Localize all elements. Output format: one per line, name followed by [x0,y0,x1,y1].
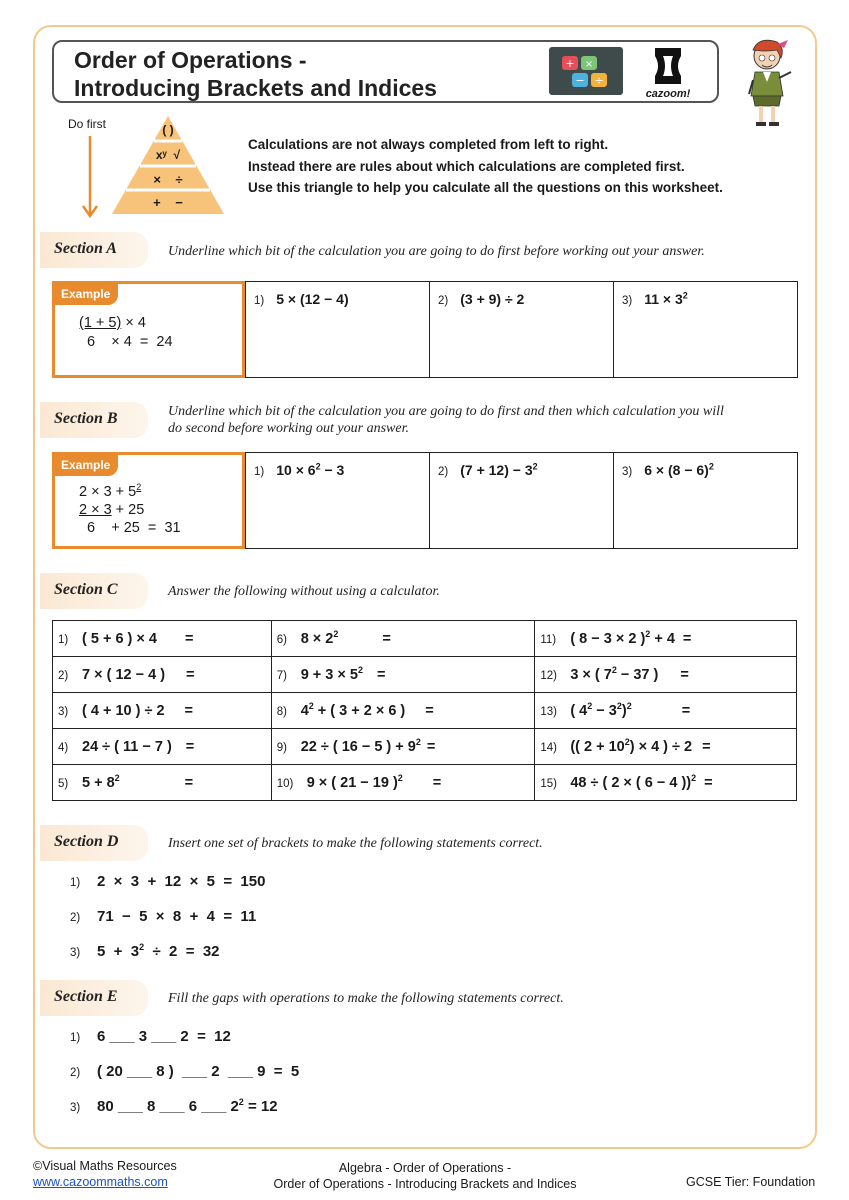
section-e-tab: Section E [40,980,148,1016]
svg-text:÷: ÷ [594,74,604,87]
section-a-grid [52,281,798,378]
example-badge: Example [55,284,118,305]
section-b-question-3[interactable]: 3) $6 \times (8 - 6)^2$ [613,453,797,548]
section-a-question-3[interactable]: 3) $11 \times 3^2$ [613,282,797,377]
section-a-tab: Section A [40,232,148,268]
table-row [53,765,797,801]
footer-tier: GCSE Tier: Foundation [686,1175,816,1189]
section-c-question-11[interactable]: 11) ( 8 − 3 × 2 )$^2$ + 4 = [535,621,797,657]
section-e-list [70,1028,299,1133]
intro-text: Calculations are not always completed from left to right. Instead there are rules about which calculations are completed first. Use this triangle to help you calculate all the questions on this worksheet. [248,137,723,195]
section-c-question-1[interactable]: 1) ( 5 + 6 ) × 4 = [53,621,272,657]
section-d-question-1[interactable]: 1) 2 × 3 + 12 × 5 = 150 [70,873,266,890]
section-c-question-10[interactable]: 10) 9 × ( 21 − 19 )$^2$ = [271,765,535,801]
section-b-question-1[interactable]: 1) $10 \times 6^2 - 3$ [245,453,429,548]
page-title: Order of Operations - Introducing Brackets and Indices [74,47,437,101]
table-row [53,621,797,657]
svg-text:×: × [584,59,594,70]
section-b-question-2[interactable]: 2) $(7 + 12) - 3^2$ [429,453,613,548]
logo-mark-icon [637,46,699,86]
section-d-instruction: Insert one set of brackets to make the following statements correct. [168,836,543,851]
section-c-question-3[interactable]: 3) ( 4 + 10 ) ÷ 2 = [53,693,272,729]
cazoom-logo: cazoom! [637,46,699,100]
website-link[interactable]: www.cazoommaths.com [33,1175,168,1189]
section-c-tab: Section C [40,573,148,609]
order-triangle [110,114,226,216]
section-c-question-8[interactable]: 8) $4^2$ + ( 3 + 2 × 6 ) = [271,693,535,729]
section-e-question-3[interactable]: 3) 80 ___ 8 ___ 6 ___ $2^2 = 12$ [70,1097,278,1115]
section-c-question-9[interactable]: 9) 22 ÷ ( 16 − 5 ) + $9^2$ = [271,729,535,765]
footer-center: Algebra - Order of Operations - Order of Operations - Introducing Brackets and Indices [273,1161,577,1191]
table-row [53,693,797,729]
section-e-instruction: Fill the gaps with operations to make the following statements correct. [168,991,564,1006]
section-b-example: Example $2 \times 3 + 5^2$ 2 × 3 + 25 6 + 25 = 31 [52,452,245,549]
calculator-icon [548,46,624,96]
section-e-question-1[interactable]: 1) 6 ___ 3 ___ 2 = 12 [70,1028,231,1045]
section-a-instruction: Underline which bit of the calculation you are going to do first before working out your answer. [168,244,705,259]
svg-text:+: + [565,57,575,70]
section-d-question-2[interactable]: 2) 71 − 5 × 8 + 4 = 11 [70,908,257,925]
section-a-question-2[interactable]: 2) (3 + 9) ÷ 2 [429,282,613,377]
section-c-question-5[interactable]: 5) $5 + 8^2$ = [53,765,272,801]
table-row [53,729,797,765]
section-c-question-4[interactable]: 4) 24 ÷ ( 11 − 7 ) = [53,729,272,765]
section-c-question-15[interactable]: 15) 48 ÷ ( 2 × ( 6 − 4 ))$^2$ = [535,765,797,801]
footer-left: ©Visual Maths Resources www.cazoommaths.com [33,1159,177,1189]
section-a-example: Example (1 + 5) × 4 6 × 4 = 24 [52,281,245,378]
do-first-label: Do first [68,117,107,131]
section-c-question-7[interactable]: 7) $9 + 3 \times 5^2$ = [271,657,535,693]
example-badge: Example [55,455,118,476]
down-arrow-icon [82,136,98,218]
section-c-instruction: Answer the following without using a calculator. [168,584,440,599]
section-b-tab: Section B [40,402,148,438]
svg-text:−: − [575,74,585,87]
section-c-question-2[interactable]: 2) 7 × ( 12 − 4 ) = [53,657,272,693]
section-c-question-12[interactable]: 12) 3 × ( $7^2 - 37$ ) = [535,657,797,693]
section-b-grid [52,452,798,549]
section-c-question-6[interactable]: 6) $8 \times 2^2$ = [271,621,535,657]
section-c-table [52,620,797,801]
teacher-character-icon [745,36,795,128]
section-a-question-1[interactable]: 1) 5 × (12 − 4) [245,282,429,377]
section-d-tab: Section D [40,825,148,861]
section-d-question-3[interactable]: 3) $5 + 3^2 \div 2 = 32$ [70,942,220,960]
table-row [53,657,797,693]
triangle-level-brackets: ( ) [162,123,174,137]
triangle-level-multiply-divide: × ÷ [153,172,183,187]
section-c-question-14[interactable]: 14) (( $2 + 10^2) \times 4$ ) ÷ 2 = [535,729,797,765]
section-e-question-2[interactable]: 2) ( 20 ___ 8 ) ___ 2 ___ 9 = 5 [70,1063,300,1080]
section-c-question-13[interactable]: 13) ( $4^2 - 3^2)^2$ = [535,693,797,729]
triangle-level-indices: xʸ √ [155,148,181,162]
section-d-list [70,873,265,978]
triangle-level-add-subtract: + − [153,195,183,210]
section-b-instruction: Underline which bit of the calculation you are going to do first and then which calculation you will do second before working out your answer. [168,404,724,436]
